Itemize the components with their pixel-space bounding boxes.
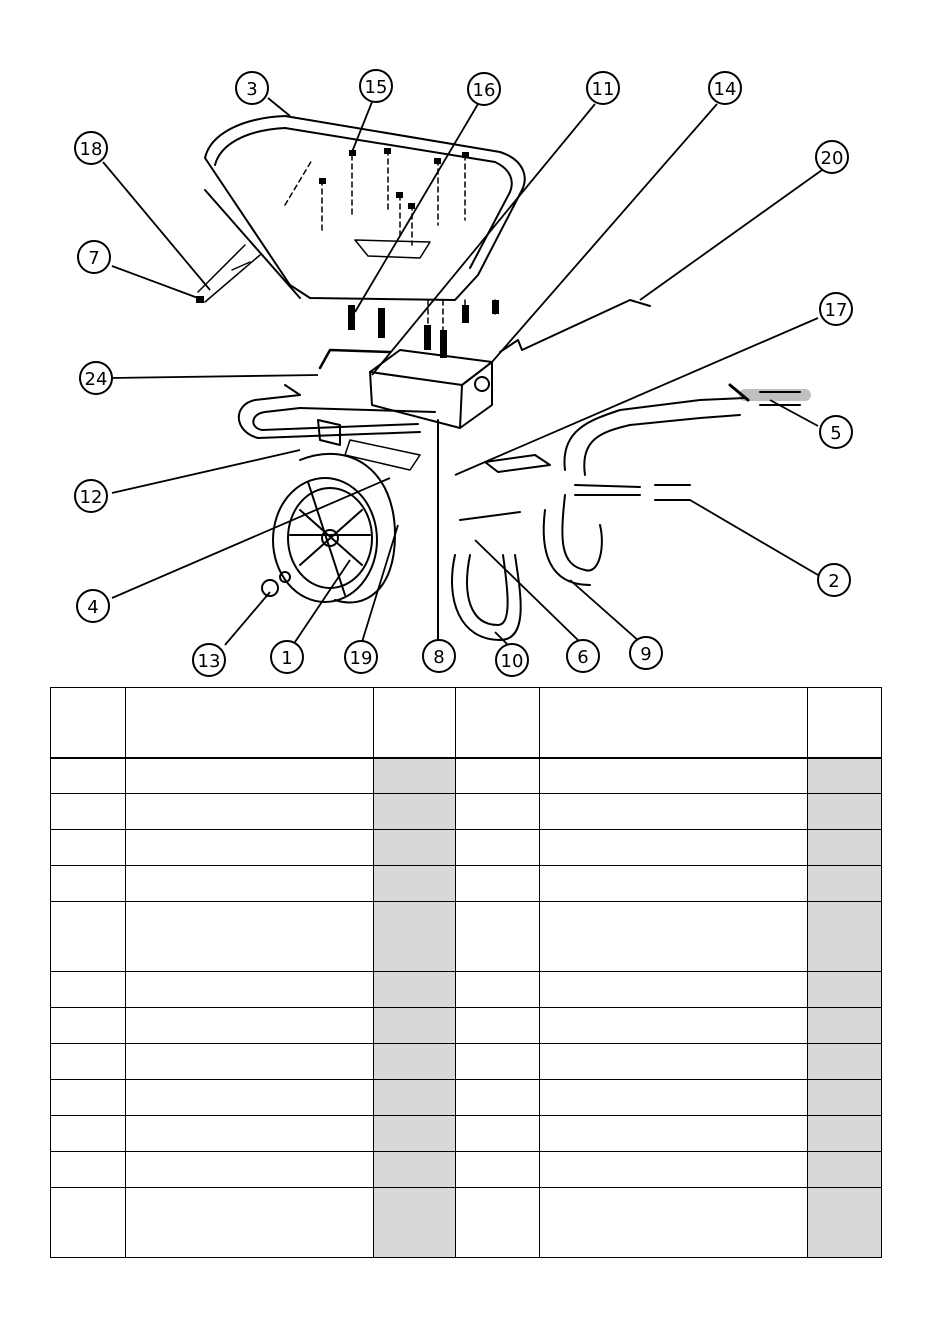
svg-text:3: 3 xyxy=(246,79,258,100)
table-cell xyxy=(126,1008,374,1044)
header-cell xyxy=(374,688,456,758)
table-row xyxy=(51,1008,882,1044)
svg-text:18: 18 xyxy=(79,139,103,160)
wheel-drawing xyxy=(262,454,395,603)
table-cell xyxy=(456,972,540,1008)
callout-1 xyxy=(271,641,303,673)
svg-text:5: 5 xyxy=(830,423,842,444)
table-cell xyxy=(51,830,126,866)
table-cell xyxy=(51,1152,126,1188)
table-cell xyxy=(51,902,126,972)
table-cell xyxy=(374,1188,456,1258)
table-row xyxy=(51,902,882,972)
gearbox-drawing xyxy=(320,350,492,428)
table-cell xyxy=(808,1008,882,1044)
svg-text:10: 10 xyxy=(500,651,524,672)
callouts xyxy=(75,70,852,676)
svg-text:2: 2 xyxy=(828,571,840,592)
callout-24 xyxy=(80,362,112,394)
table-cell xyxy=(808,1188,882,1258)
header-cell xyxy=(540,688,808,758)
table-cell xyxy=(808,830,882,866)
table-cell xyxy=(456,866,540,902)
table-row xyxy=(51,972,882,1008)
svg-text:6: 6 xyxy=(577,647,589,668)
svg-text:15: 15 xyxy=(364,77,388,98)
table-cell xyxy=(456,1044,540,1080)
table-cell xyxy=(374,902,456,972)
table-cell xyxy=(126,830,374,866)
table-cell xyxy=(374,1044,456,1080)
table-cell xyxy=(126,866,374,902)
callout-17 xyxy=(820,293,852,325)
callout-5 xyxy=(820,416,852,448)
table-cell xyxy=(126,1044,374,1080)
svg-text:8: 8 xyxy=(433,647,445,668)
table-cell xyxy=(540,1152,808,1188)
table-cell xyxy=(540,1116,808,1152)
table-cell xyxy=(540,758,808,794)
table-row xyxy=(51,794,882,830)
callout-8 xyxy=(423,640,455,672)
table-cell xyxy=(808,794,882,830)
table-cell xyxy=(126,758,374,794)
table-cell xyxy=(456,902,540,972)
svg-text:11: 11 xyxy=(591,79,615,100)
svg-text:1: 1 xyxy=(281,648,293,669)
parts-list-table xyxy=(50,687,882,1258)
table-cell xyxy=(51,1044,126,1080)
table-row xyxy=(51,866,882,902)
table-row xyxy=(51,1080,882,1116)
table-cell xyxy=(374,794,456,830)
callout-20 xyxy=(816,141,848,173)
table-cell xyxy=(456,1152,540,1188)
callout-14 xyxy=(709,72,741,104)
table-cell xyxy=(540,1008,808,1044)
handle-drawing xyxy=(452,385,805,640)
bolt-marks xyxy=(196,148,499,358)
svg-text:9: 9 xyxy=(640,644,652,665)
table-cell xyxy=(540,972,808,1008)
table-cell xyxy=(374,758,456,794)
svg-text:17: 17 xyxy=(824,300,848,321)
svg-text:19: 19 xyxy=(349,648,373,669)
svg-text:7: 7 xyxy=(88,248,100,269)
table-row xyxy=(51,758,882,794)
table-cell xyxy=(808,1044,882,1080)
table-cell xyxy=(126,902,374,972)
table-cell xyxy=(374,1080,456,1116)
callout-19 xyxy=(345,641,377,673)
table-cell xyxy=(808,972,882,1008)
table-cell xyxy=(51,1080,126,1116)
table-cell xyxy=(456,1008,540,1044)
table-cell xyxy=(540,1080,808,1116)
table-cell xyxy=(808,866,882,902)
table-cell xyxy=(126,1152,374,1188)
table-cell xyxy=(808,1080,882,1116)
table-row xyxy=(51,1188,882,1258)
callout-11 xyxy=(587,72,619,104)
table-cell xyxy=(126,1116,374,1152)
table-cell xyxy=(456,758,540,794)
table-cell xyxy=(540,830,808,866)
callout-2 xyxy=(818,564,850,596)
header-cell xyxy=(456,688,540,758)
table-cell xyxy=(51,794,126,830)
table-row xyxy=(51,1116,882,1152)
header-cell xyxy=(808,688,882,758)
table-cell xyxy=(456,794,540,830)
table-row xyxy=(51,1044,882,1080)
callout-9 xyxy=(630,637,662,669)
table-cell xyxy=(808,1152,882,1188)
svg-text:16: 16 xyxy=(472,80,496,101)
table-cell xyxy=(374,866,456,902)
callout-3 xyxy=(236,72,268,104)
table-row xyxy=(51,830,882,866)
table-cell xyxy=(126,1080,374,1116)
table-header-row xyxy=(51,688,882,758)
callout-15 xyxy=(360,70,392,102)
header-cell xyxy=(126,688,374,758)
table-cell xyxy=(51,1116,126,1152)
table-cell xyxy=(126,794,374,830)
table-cell xyxy=(808,758,882,794)
table-cell xyxy=(808,902,882,972)
table-cell xyxy=(540,794,808,830)
table-cell xyxy=(126,972,374,1008)
table-cell xyxy=(456,1080,540,1116)
callout-12 xyxy=(75,480,107,512)
table-cell xyxy=(51,972,126,1008)
table-cell xyxy=(374,972,456,1008)
header-cell xyxy=(51,688,126,758)
svg-text:20: 20 xyxy=(820,148,844,169)
table-cell xyxy=(374,1116,456,1152)
table-cell xyxy=(374,1008,456,1044)
table-cell xyxy=(51,1188,126,1258)
table-cell xyxy=(51,1008,126,1044)
callout-6 xyxy=(567,640,599,672)
table-cell xyxy=(540,1188,808,1258)
svg-text:14: 14 xyxy=(713,79,737,100)
table-cell xyxy=(540,866,808,902)
callout-18 xyxy=(75,132,107,164)
table-cell xyxy=(808,1116,882,1152)
hopper-drawing xyxy=(198,116,525,302)
svg-text:12: 12 xyxy=(79,487,103,508)
table-cell xyxy=(540,1044,808,1080)
callout-4 xyxy=(77,590,109,622)
callout-13 xyxy=(193,644,225,676)
table-row xyxy=(51,1152,882,1188)
table-cell xyxy=(456,1188,540,1258)
table-cell xyxy=(456,830,540,866)
table-cell xyxy=(51,866,126,902)
callout-7 xyxy=(78,241,110,273)
table-cell xyxy=(540,902,808,972)
table-cell xyxy=(374,1152,456,1188)
svg-text:13: 13 xyxy=(197,651,221,672)
leader-lines xyxy=(103,98,822,645)
table-cell xyxy=(456,1116,540,1152)
callout-10 xyxy=(496,644,528,676)
callout-16 xyxy=(468,73,500,105)
svg-text:4: 4 xyxy=(87,597,99,618)
table-cell xyxy=(51,758,126,794)
table-cell xyxy=(126,1188,374,1258)
svg-text:24: 24 xyxy=(84,369,108,390)
table-cell xyxy=(374,830,456,866)
